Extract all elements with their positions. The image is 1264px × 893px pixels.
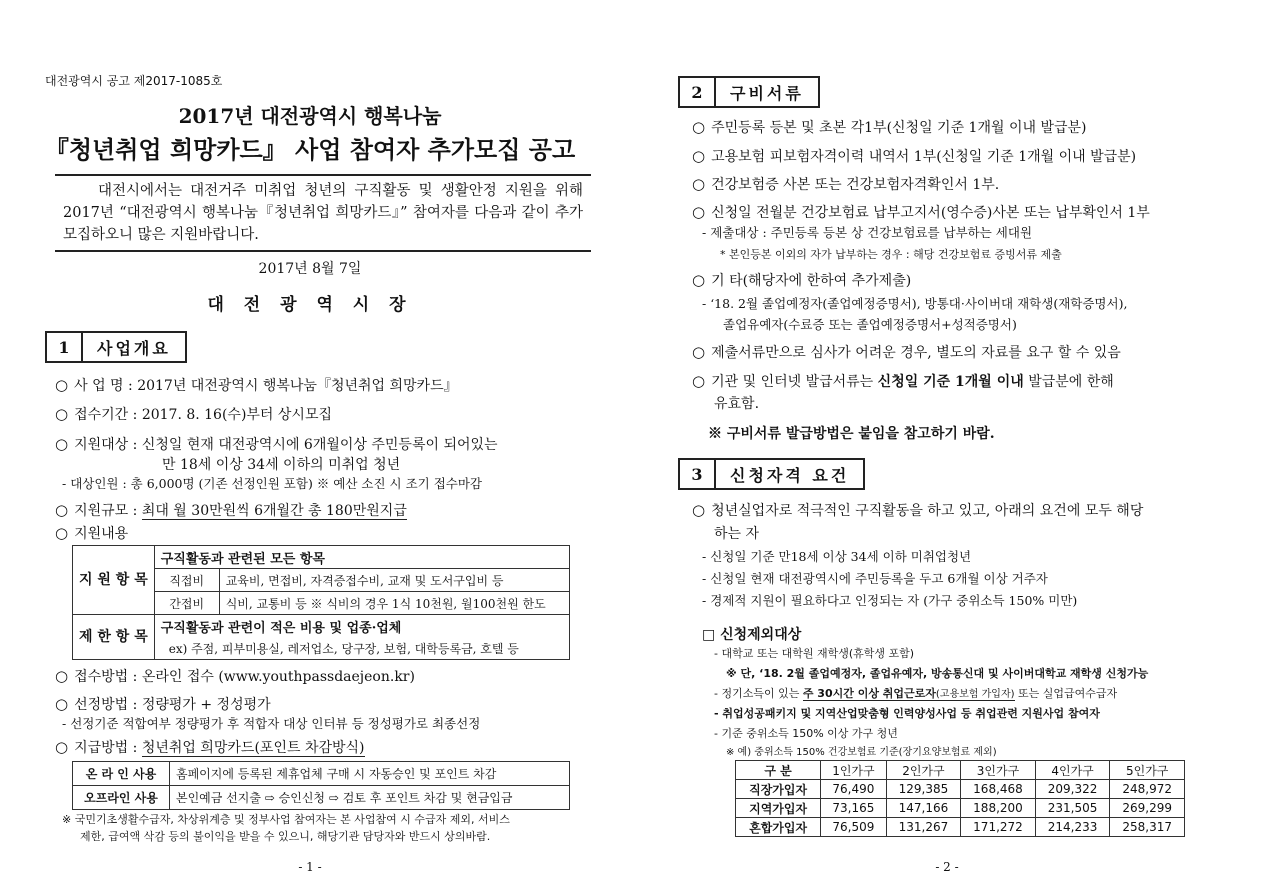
intro-paragraph: 대전시에서는 대전거주 미취업 청년의 구직활동 및 생활안정 지원을 위해 2017년 “대전광역시 행복나눔『청년취업 희망카드』” 참여자를 다음과 같이 추가모집하오니 많은 지원바랍니다. [55, 174, 591, 252]
income-col-header: 2인가구 [886, 761, 961, 780]
elig-line2: 하는 자 [714, 526, 760, 542]
online-desc: 홈페이지에 등록된 제휴업체 구매 시 자동승인 및 포인트 차감 [170, 762, 570, 786]
page-2 [630, 0, 1264, 893]
income-table [735, 760, 1185, 837]
doc-valid: ○ 기관 및 인터넷 발급서류는 신청일 기준 1개월 이내 발급분에 한해 [692, 372, 1114, 390]
table-row [736, 818, 1185, 837]
income-header-row [736, 761, 1185, 780]
elig-item: ○ 청년실업자로 적극적인 구직활동을 하고 있고, 아래의 요건에 모두 해당 [692, 501, 1144, 519]
direct-label: 직접비 [154, 569, 219, 592]
item-select-sub: - 선정기준 적합여부 정량평가 후 적합자 대상 인터뷰 등 정성평가로 최종선정 [62, 716, 481, 731]
item-target: ○ 지원대상 : 신청일 현재 대전광역시에 6개월이상 주민등록이 되어있는 [55, 435, 498, 453]
excl-item-2: - 정기소득이 있는 주 30시간 이상 취업근로자(고용보험 가입자) 또는 실업급여수급자 [714, 687, 1118, 700]
table-cell: 231,505 [1035, 799, 1110, 818]
offline-desc: 본인예금 선지출 ⇨ 승인신청 ⇨ 검토 후 포인트 차감 및 현금입금 [170, 786, 570, 810]
table-row [736, 799, 1185, 818]
support-table [72, 545, 570, 660]
item-target-line2: 만 18세 이상 34세 이하의 미취업 청년 [162, 457, 401, 473]
support-head: 지 원 항 목 [73, 546, 155, 615]
income-col-header: 1인가구 [821, 761, 886, 780]
limit-head: 제 한 항 목 [73, 615, 155, 660]
elig-sub-2: - 신청일 현재 대전광역시에 주민등록을 두고 6개월 이상 거주자 [702, 571, 1048, 586]
table-cell: 171,272 [961, 818, 1036, 837]
row-label: 지역가입자 [736, 799, 821, 818]
title-line-2: 『청년취업 희망카드』 사업 참여자 추가모집 공고 [44, 135, 576, 164]
table-cell: 214,233 [1035, 818, 1110, 837]
section-number: 2 [680, 78, 716, 106]
row-label: 직장가입자 [736, 780, 821, 799]
table-cell: 209,322 [1035, 780, 1110, 799]
page-1 [0, 0, 620, 893]
item-business-name: ○ 사 업 명 : 2017년 대전광역시 행복나눔『청년취업 희망카드』 [55, 376, 458, 394]
doc-etc-sub-2: 졸업유예자(수료증 또는 졸업예정증명서+성적증명서) [723, 317, 1017, 332]
section-title: 구비서류 [730, 83, 804, 103]
item-apply: ○ 접수방법 : 온라인 접수 (www.youthpassdaejeon.kr) [55, 667, 415, 685]
section-number: 1 [47, 333, 83, 361]
direct-items: 교육비, 면접비, 자격증접수비, 교재 및 도서구입비 등 [219, 569, 569, 592]
limit-line-2: ex) 주점, 피부미용실, 레저업소, 당구장, 보험, 대학등록금, 호텔 등 [154, 637, 569, 660]
table-cell: 76,509 [821, 818, 886, 837]
issuer: 대 전 광 역 시 장 [207, 295, 413, 315]
page-number: - 1 - [298, 860, 322, 874]
table-cell: 147,166 [886, 799, 961, 818]
indirect-items: 식비, 교통비 등 ※ 식비의 경우 1식 10천원, 월100천원 한도 [219, 592, 569, 615]
item-content: ○ 지원내용 [55, 524, 129, 542]
notice-number: 대전광역시 공고 제2017-1085호 [45, 74, 223, 88]
apply-link[interactable]: 온라인 접수 (www.youthpassdaejeon.kr) [141, 669, 415, 685]
title-line-1: 2017년 대전광역시 행복나눔 [178, 104, 442, 128]
section-title: 사업개요 [97, 338, 171, 358]
section-title: 신청자격 요건 [730, 465, 850, 485]
section-3-header [678, 458, 865, 490]
section-1-header [45, 331, 187, 363]
table-cell: 73,165 [821, 799, 886, 818]
refer-note: ※ 구비서류 발급방법은 붙임을 참고하기 바람. [708, 426, 995, 442]
note-line-2: 제한, 급여액 삭감 등의 불이익을 받을 수 있으니, 해당기관 담당자와 반드시 상의바람. [80, 830, 491, 843]
table-cell: 248,972 [1110, 780, 1185, 799]
support-all: 구직활동과 관련된 모든 항목 [154, 546, 569, 569]
elig-sub-1: - 신청일 기준 만18세 이상 34세 이하 미취업청년 [702, 549, 972, 564]
doc-item-4-sub: - 제출대상 : 주민등록 등본 상 건강보험료를 납부하는 세대원 [702, 225, 1033, 240]
doc-item-etc: ○ 기 타(해당자에 한하여 추가제출) [692, 271, 912, 289]
doc-etc-sub-1: - ‘18. 2월 졸업예정자(졸업예정증명서), 방통대·사이버대 재학생(재학증명서), [702, 296, 1128, 311]
online-label: 온 라 인 사용 [73, 762, 170, 786]
table-cell: 168,468 [961, 780, 1036, 799]
elig-sub-3: - 경제적 지원이 필요하다고 인정되는 자 (가구 중위소득 150% 미만) [702, 593, 1078, 608]
indirect-label: 간접비 [154, 592, 219, 615]
table-cell: 269,299 [1110, 799, 1185, 818]
note-line-1: ※ 국민기초생활수급자, 차상위계층 및 정부사업 참여자는 본 사업참여 시 수급자 제외, 서비스 [62, 813, 510, 826]
doc-valid-line2: 유효함. [714, 396, 760, 412]
doc-item-3: ○ 건강보험증 사본 또는 건강보험자격확인서 1부. [692, 175, 1000, 193]
section-2-header [678, 76, 820, 108]
table-cell: 131,267 [886, 818, 961, 837]
item-pay: ○ 지급방법 : 청년취업 희망카드(포인트 차감방식) [55, 738, 365, 756]
limit-line-1: 구직활동과 관련이 적은 비용 및 업종·업체 [154, 615, 569, 638]
income-col-header: 4인가구 [1035, 761, 1110, 780]
section-number: 3 [680, 460, 716, 488]
doc-item-1: ○ 주민등록 등본 및 초본 각1부(신청일 기준 1개월 이내 발급분) [692, 118, 1087, 136]
doc-item-2: ○ 고용보험 피보험자격이력 내역서 1부(신청일 기준 1개월 이내 발급분) [692, 147, 1137, 165]
excl-item-4-note: ※ 예) 중위소득 150% 건강보험료 기준(장기요양보험료 제외) [726, 747, 997, 758]
table-cell: 76,490 [821, 780, 886, 799]
offline-label: 오프라인 사용 [73, 786, 170, 810]
excl-item-1-note: ※ 단, ‘18. 2월 졸업예정자, 졸업유예자, 방송통신대 및 사이버대학교 재학생 신청가능 [726, 667, 1149, 680]
item-scale: ○ 지원규모 : 최대 월 30만원씩 6개월간 총 180만원지급 [55, 501, 407, 519]
table-row [736, 780, 1185, 799]
doc-item-4-note: * 본인등본 이외의 자가 납부하는 경우 : 해당 건강보험료 증빙서류 제출 [720, 248, 1062, 261]
excl-item-4: - 기준 중위소득 150% 이상 가구 청년 [714, 727, 898, 740]
exclusion-title: □ 신청제외대상 [702, 627, 802, 643]
announce-date: 2017년 8월 7일 [258, 261, 362, 277]
page-number: - 2 - [935, 860, 959, 874]
item-quota: - 대상인원 : 총 6,000명 (기존 선정인원 포함) ※ 예산 소진 시 조기 접수마감 [62, 476, 483, 491]
usage-table [72, 761, 570, 810]
income-col-header: 5인가구 [1110, 761, 1185, 780]
doc-item-4: ○ 신청일 전월분 건강보험료 납부고지서(영수증)사본 또는 납부확인서 1부 [692, 203, 1150, 221]
income-col-header: 3인가구 [961, 761, 1036, 780]
excl-item-3: - 취업성공패키지 및 지역산업맞춤형 인력양성사업 등 취업관련 지원사업 참여자 [714, 707, 1100, 720]
excl-item-1: - 대학교 또는 대학원 재학생(휴학생 포함) [714, 647, 915, 660]
table-cell: 258,317 [1110, 818, 1185, 837]
income-col-header: 구 분 [736, 761, 821, 780]
table-cell: 188,200 [961, 799, 1036, 818]
table-cell: 129,385 [886, 780, 961, 799]
doc-extra: ○ 제출서류만으로 심사가 어려운 경우, 별도의 자료를 요구 할 수 있음 [692, 343, 1121, 361]
row-label: 혼합가입자 [736, 818, 821, 837]
item-select: ○ 선정방법 : 정량평가 + 정성평가 [55, 695, 271, 713]
item-period: ○ 접수기간 : 2017. 8. 16(수)부터 상시모집 [55, 405, 333, 423]
